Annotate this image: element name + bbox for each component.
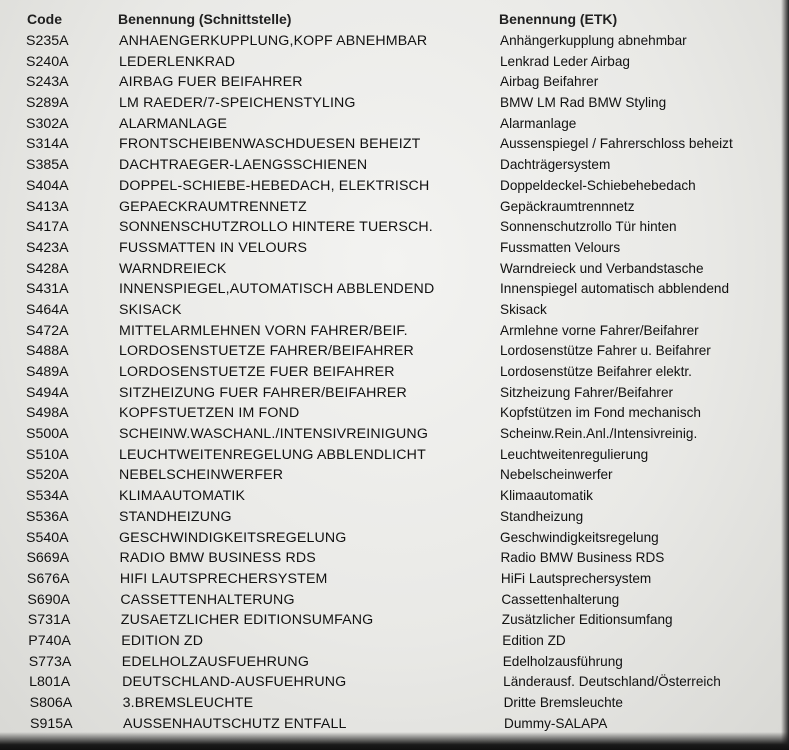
table-row	[0, 487, 789, 508]
table-row	[1, 570, 789, 591]
option-code: S806A	[29, 695, 73, 711]
interface-name: NEBELSCHEINWERFER	[119, 467, 284, 484]
etk-name: Innenspiegel automatisch abblendend	[500, 281, 730, 297]
header-interface-name: Benennung (Schnittstelle)	[118, 11, 292, 27]
etk-name: Sitzheizung Fahrer/Beifahrer	[500, 384, 674, 400]
interface-name: AUSSENHAUTSCHUTZ ENTFALL	[123, 715, 347, 732]
interface-name: DACHTRAEGER-LAENGSSCHIENEN	[119, 157, 368, 174]
table-row	[0, 198, 789, 219]
interface-name: STANDHEIZUNG	[119, 508, 232, 525]
option-code: S428A	[26, 260, 69, 277]
table-row	[0, 94, 789, 115]
interface-name: ANHAENGERKUPPLUNG,KOPF ABNEHMBAR	[119, 33, 428, 49]
interface-name: EDELHOLZAUSFUEHRUNG	[121, 653, 310, 670]
table-row	[0, 218, 789, 239]
table-row	[0, 384, 789, 405]
etk-name: Lordosenstütze Beifahrer elektr.	[500, 364, 692, 379]
table-row	[0, 404, 789, 425]
interface-name: MITTELARMLEHNEN VORN FAHRER/BEIF.	[119, 322, 408, 339]
option-code: S731A	[27, 612, 71, 629]
option-code: S534A	[26, 488, 69, 505]
etk-name: Airbag Beifahrer	[500, 74, 599, 90]
table-row	[0, 529, 789, 550]
etk-name: Standheizung	[500, 508, 584, 524]
table-row	[0, 135, 789, 156]
interface-name: LEUCHTWEITENREGELUNG ABBLENDLICHT	[119, 446, 426, 463]
table-header	[0, 11, 789, 31]
table-row	[0, 549, 789, 570]
interface-name: AIRBAG FUER BEIFAHRER	[119, 74, 303, 91]
table-row	[0, 280, 789, 301]
etk-name: Skisack	[500, 301, 547, 317]
option-code: S404A	[26, 177, 69, 194]
interface-name: INNENSPIEGEL,AUTOMATISCH ABBLENDEND	[119, 281, 435, 298]
interface-name: SONNENSCHUTZROLLO HINTERE TUERSCH.	[119, 219, 433, 236]
table-row	[0, 342, 789, 363]
option-code: S510A	[26, 446, 69, 463]
option-code: S385A	[26, 157, 69, 174]
interface-name: RADIO BMW BUSINESS RDS	[119, 550, 316, 567]
interface-name: LORDOSENSTUETZE FUER BEIFAHRER	[119, 364, 395, 380]
table-row	[0, 508, 789, 529]
etk-name: Länderausf. Deutschland/Österreich	[503, 674, 721, 690]
option-code: S302A	[26, 115, 69, 132]
monitor-bezel-edge	[781, 0, 789, 750]
option-code: S773A	[28, 653, 72, 670]
etk-name: Edelholzausführung	[502, 653, 623, 669]
table-row	[1, 591, 789, 612]
etk-name: Aussenspiegel / Fahrerschloss beheizt	[500, 136, 733, 152]
interface-name: SITZHEIZUNG FUER FAHRER/BEIFAHRER	[119, 384, 407, 401]
interface-name: EDITION ZD	[121, 632, 204, 649]
interface-name: GESCHWINDIGKEITSREGELUNG	[119, 529, 347, 546]
interface-name: CASSETTENHALTERUNG	[120, 591, 295, 608]
interface-name: FRONTSCHEIBENWASCHDUESEN BEHEIZT	[119, 136, 421, 153]
etk-name: Geschwindigkeitsregelung	[500, 529, 659, 545]
header-code: Code	[27, 11, 62, 27]
etk-name: Armlehne vorne Fahrer/Beifahrer	[500, 322, 699, 338]
option-code: S915A	[30, 715, 73, 732]
option-code: S540A	[26, 529, 69, 546]
header-etk-name: Benennung (ETK)	[499, 11, 618, 27]
table-row	[2, 632, 789, 653]
etk-name: Doppeldeckel-Schiebehebedach	[500, 177, 696, 193]
option-code: S494A	[26, 384, 69, 401]
table-row	[0, 156, 789, 177]
etk-name: Edition ZD	[502, 632, 566, 648]
option-code: L801A	[29, 674, 71, 691]
etk-name: Radio BMW Business RDS	[500, 550, 665, 566]
table-row	[0, 73, 789, 94]
option-code: S489A	[26, 364, 69, 380]
interface-name: DEUTSCHLAND-AUSFUEHRUNG	[122, 674, 347, 691]
option-code: S314A	[26, 136, 69, 153]
interface-name: GEPAECKRAUMTRENNETZ	[119, 198, 307, 215]
option-code: S235A	[26, 33, 69, 49]
etk-name: Nebelscheinwerfer	[500, 467, 613, 483]
option-code: P740A	[28, 632, 71, 649]
etk-name: Alarmanlage	[500, 115, 577, 131]
table-row	[3, 653, 789, 674]
option-code: S676A	[26, 570, 70, 587]
option-code: S669A	[26, 550, 70, 567]
option-code: S423A	[26, 239, 69, 256]
etk-name: BMW LM Rad BMW Styling	[500, 95, 667, 111]
interface-name: ZUSAETZLICHER EDITIONSUMFANG	[120, 612, 374, 629]
table-row	[3, 673, 789, 694]
option-code: S498A	[26, 405, 69, 422]
interface-name: KOPFSTUETZEN IM FOND	[119, 405, 300, 422]
etk-name: Anhängerkupplung abnehmbar	[500, 33, 687, 48]
etk-name: Dummy-SALAPA	[504, 715, 608, 731]
interface-name: LORDOSENSTUETZE FAHRER/BEIFAHRER	[119, 343, 414, 360]
option-code: S464A	[26, 301, 69, 318]
interface-name: WARNDREIECK	[119, 260, 227, 277]
interface-name: DOPPEL-SCHIEBE-HEBEDACH, ELEKTRISCH	[119, 177, 430, 194]
table-row	[0, 301, 789, 322]
table-row	[0, 425, 789, 446]
option-code: S472A	[26, 322, 69, 339]
table-row	[0, 239, 789, 260]
table-row	[0, 32, 789, 53]
interface-name: KLIMAAUTOMATIK	[119, 488, 246, 505]
etk-name: Dritte Bremsleuchte	[503, 695, 623, 710]
option-code: S488A	[26, 343, 69, 360]
etk-name: Lenkrad Leder Airbag	[500, 53, 630, 69]
option-code: S520A	[26, 467, 69, 484]
etk-name: Fussmatten Velours	[500, 239, 621, 255]
monitor-bottom-edge	[0, 732, 789, 750]
option-code: S690A	[27, 591, 70, 608]
option-code: S243A	[26, 74, 69, 91]
option-code: S500A	[26, 426, 69, 443]
table-row	[0, 53, 789, 74]
etk-name: Cassettenhalterung	[501, 591, 620, 607]
option-code: S240A	[26, 53, 69, 70]
table-row	[0, 115, 789, 136]
table-row	[0, 446, 789, 467]
interface-name: ALARMANLAGE	[119, 115, 228, 132]
interface-name: SKISACK	[119, 301, 182, 318]
table-row	[0, 260, 789, 281]
etk-name: Klimaautomatik	[500, 488, 593, 504]
etk-name: Warndreieck und Verbandstasche	[500, 260, 704, 276]
interface-name: LM RAEDER/7-SPEICHENSTYLING	[119, 95, 356, 112]
etk-name: Dachträgersystem	[500, 157, 611, 173]
table-row	[4, 694, 789, 715]
option-code-table	[0, 32, 789, 735]
etk-name: Sonnenschutzrollo Tür hinten	[500, 219, 677, 235]
interface-name: HIFI LAUTSPRECHERSYSTEM	[119, 570, 328, 587]
interface-name: 3.BREMSLEUCHTE	[122, 695, 254, 711]
option-code: S431A	[26, 281, 69, 298]
etk-name: HiFi Lautsprechersystem	[500, 570, 652, 586]
option-code: S289A	[26, 95, 69, 112]
option-code: S417A	[26, 219, 69, 236]
table-row	[0, 363, 789, 384]
etk-name: Lordosenstütze Fahrer u. Beifahrer	[500, 343, 711, 359]
table-row	[0, 322, 789, 343]
table-row	[0, 466, 789, 487]
etk-name: Scheinw.Rein.Anl./Intensivreinig.	[500, 426, 698, 442]
option-code: S536A	[26, 508, 69, 525]
interface-name: LEDERLENKRAD	[119, 53, 236, 70]
etk-name: Kopfstützen im Fond mechanisch	[500, 405, 701, 421]
option-code: S413A	[26, 198, 69, 215]
table-row	[0, 177, 789, 198]
etk-name: Leuchtweitenregulierung	[500, 446, 649, 462]
etk-name: Zusätzlicher Editionsumfang	[501, 612, 673, 628]
interface-name: SCHEINW.WASCHANL./INTENSIVREINIGUNG	[119, 426, 428, 443]
interface-name: FUSSMATTEN IN VELOURS	[119, 239, 308, 256]
etk-name: Gepäckraumtrennnetz	[500, 198, 635, 214]
table-row	[2, 611, 789, 632]
